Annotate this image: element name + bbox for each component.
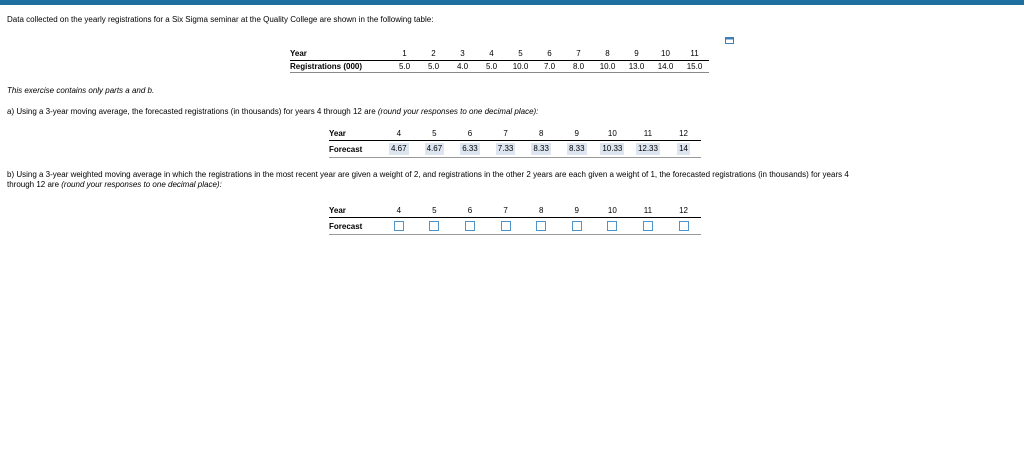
part-a-year-cell: 4 — [381, 127, 417, 141]
part-a-year-cell: 5 — [417, 127, 453, 141]
registrations-row — [290, 61, 709, 73]
year-cell: 1 — [390, 49, 419, 61]
registrations-data-table — [290, 49, 709, 73]
part-a-year-cell: 12 — [666, 127, 702, 141]
registration-cell: 14.0 — [651, 61, 680, 73]
part-a-year-cell: 7 — [488, 127, 524, 141]
part-b-forecast-input[interactable] — [572, 221, 582, 231]
part-b-year-cell: 6 — [452, 204, 488, 218]
year-cell: 7 — [564, 49, 593, 61]
part-b-year-cell: 7 — [488, 204, 524, 218]
part-a-forecast-value[interactable]: 14 — [679, 144, 688, 153]
year-cell: 5 — [506, 49, 535, 61]
registration-cell: 5.0 — [390, 61, 419, 73]
copy-table-icon[interactable] — [725, 37, 734, 44]
part-a-year-row — [329, 127, 701, 141]
part-b-year-cell: 5 — [417, 204, 453, 218]
part-b-prompt-rounding: (round your responses to one decimal place): — [61, 180, 222, 189]
part-a-prompt — [7, 107, 538, 117]
part-b-prompt-line1: b) Using a 3-year weighted moving average in which the registrations in the most recent year are given a weight of 2, and registrations in the other 2 years are each given a weight of 1, the forecasted registrations (in thousands) for years 4 — [7, 170, 849, 179]
part-a-year-cell: 11 — [630, 127, 666, 141]
registration-cell: 10.0 — [593, 61, 622, 73]
part-b-forecast-input[interactable] — [536, 221, 546, 231]
part-b-year-cell: 11 — [630, 204, 666, 218]
part-b-year-cell: 10 — [595, 204, 631, 218]
part-a-forecast-value[interactable]: 6.33 — [462, 144, 478, 153]
part-a-forecast-value[interactable]: 8.33 — [568, 144, 585, 153]
part-b-prompt-main: through 12 are — [7, 180, 62, 189]
part-a-forecast-value[interactable]: 7.33 — [497, 144, 514, 153]
part-a-year-cell: 9 — [559, 127, 595, 141]
year-cell: 2 — [419, 49, 448, 61]
top-accent-bar — [0, 0, 1024, 5]
part-a-prompt-main: a) Using a 3-year moving average, the forecasted registrations (in thousands) for years 4 through 12 are — [7, 107, 378, 116]
part-a-year-cell: 10 — [595, 127, 631, 141]
part-b-year-cell: 4 — [381, 204, 417, 218]
part-b-forecast-label: Forecast — [329, 218, 381, 235]
registration-cell: 13.0 — [622, 61, 651, 73]
part-b-year-cell: 12 — [666, 204, 702, 218]
part-a-forecast-row — [329, 141, 701, 158]
part-b-forecast-input[interactable] — [643, 221, 653, 231]
part-b-year-row — [329, 204, 701, 218]
exercise-note: This exercise contains only parts a and b. — [7, 86, 155, 95]
registration-cell: 5.0 — [477, 61, 506, 73]
year-cell: 6 — [535, 49, 564, 61]
intro-text: Data collected on the yearly registrations for a Six Sigma seminar at the Quality College are shown in the following table: — [7, 15, 434, 24]
year-cell: 4 — [477, 49, 506, 61]
registration-cell: 15.0 — [680, 61, 709, 73]
part-a-forecast-value[interactable]: 12.33 — [637, 144, 658, 153]
part-b-year-label: Year — [329, 204, 381, 218]
part-a-forecast-value[interactable]: 4.67 — [426, 144, 443, 153]
year-row-label: Year — [290, 49, 390, 61]
registration-cell: 10.0 — [506, 61, 535, 73]
registration-cell: 7.0 — [535, 61, 564, 73]
part-b-year-cell: 8 — [523, 204, 559, 218]
part-b-forecast-input[interactable] — [501, 221, 511, 231]
part-a-prompt-rounding: (round your responses to one decimal place): — [377, 107, 539, 116]
registration-cell: 4.0 — [448, 61, 477, 73]
part-b-forecast-input[interactable] — [429, 221, 439, 231]
part-b-year-cell: 9 — [559, 204, 595, 218]
part-b-forecast-input[interactable] — [465, 221, 475, 231]
part-b-forecast-table — [329, 204, 701, 235]
part-a-year-label: Year — [329, 127, 381, 141]
part-a-year-cell: 8 — [523, 127, 559, 141]
year-row — [290, 49, 709, 61]
part-a-forecast-label: Forecast — [329, 141, 381, 158]
part-a-forecast-value[interactable]: 4.67 — [391, 144, 407, 153]
year-cell: 8 — [593, 49, 622, 61]
year-cell: 10 — [651, 49, 680, 61]
part-b-prompt-line2 — [7, 180, 222, 190]
part-b-forecast-input[interactable] — [394, 221, 404, 231]
part-a-year-cell: 6 — [452, 127, 488, 141]
year-cell: 3 — [448, 49, 477, 61]
part-b-forecast-input[interactable] — [607, 221, 617, 231]
registrations-row-label: Registrations (000) — [290, 61, 390, 73]
part-b-forecast-input[interactable] — [679, 221, 689, 231]
registration-cell: 5.0 — [419, 61, 448, 73]
part-b-forecast-row — [329, 218, 701, 235]
part-a-forecast-table — [329, 127, 701, 158]
year-cell: 9 — [622, 49, 651, 61]
part-a-forecast-value[interactable]: 10.33 — [602, 144, 623, 153]
year-cell: 11 — [680, 49, 709, 61]
part-a-forecast-value[interactable]: 8.33 — [533, 144, 549, 153]
registration-cell: 8.0 — [564, 61, 593, 73]
